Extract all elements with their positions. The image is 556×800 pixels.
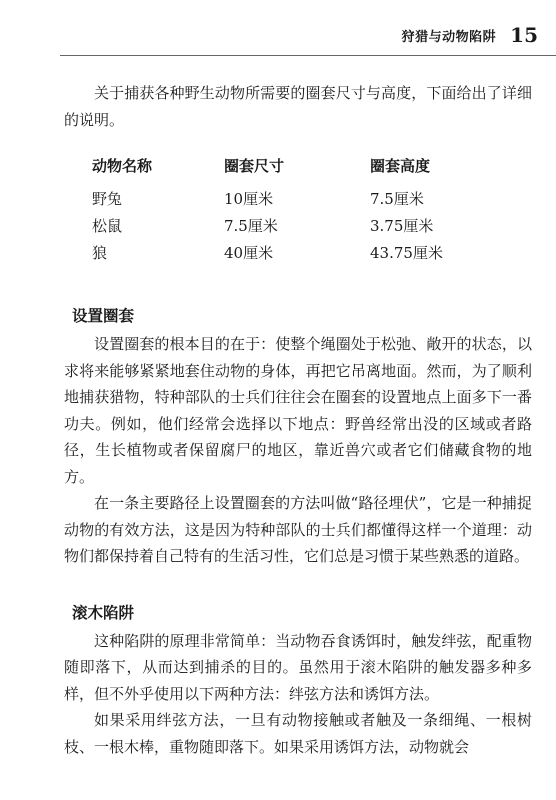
section-paragraph: 设置圈套的根本目的在于：使整个绳圈处于松弛、敞开的状态，以求将来能够紧紧地套住动物的身体，再把它吊离地面。然而，为了顺利地捕获猎物，特种部队的士兵们往往会在圈套的设置地点上面多下一番功夫。例如，他们经常会选择以下地点：野兽经常出没的区域或者路径，生长植物或者保留腐尸的地区，靠近兽穴或者它们储藏食物的地方。 (64, 335, 532, 486)
table-cell-size: 10厘米 (224, 190, 274, 209)
table-cell-animal: 狼 (92, 244, 108, 263)
column-header-snare-size: 圈套尺寸 (224, 157, 285, 175)
column-header-snare-height: 圈套高度 (370, 157, 431, 175)
snare-size-table (92, 153, 520, 267)
section-paragraph: 如果采用绊弦方法，一旦有动物接触或者触及一条细绳、一根树枝、一根木棒，重物随即落下。如果采用诱饵方法，动物就会 (64, 711, 532, 756)
column-header-animal: 动物名称 (92, 157, 153, 175)
section-heading: 滚木陷阱 (72, 603, 135, 622)
table-row (92, 213, 520, 240)
table-header-row (92, 153, 520, 186)
section-heading: 设置圈套 (72, 307, 135, 325)
page-header (402, 20, 538, 50)
running-head: 狩猎与动物陷阱 (401, 29, 497, 45)
table-row (92, 240, 520, 267)
header-rule (60, 55, 556, 56)
intro-paragraph: 关于捕获各种野生动物所需要的圈套尺寸与高度，下面给出了详细的说明。 (64, 84, 532, 129)
table-cell-size: 7.5厘米 (224, 217, 278, 236)
table-cell-animal: 松鼠 (92, 217, 123, 236)
table-cell-animal: 野兔 (92, 190, 123, 209)
section-paragraph: 这种陷阱的原理非常简单：当动物吞食诱饵时，触发绊弦，配重物随即落下，从而达到捕杀的目的。虽然用于滚木陷阱的触发器多种多样，但不外乎使用以下两种方法：绊弦方法和诱饵方法。 (64, 631, 532, 703)
page-body (64, 80, 532, 790)
section-setting-snares (64, 303, 532, 570)
section-log-trap (64, 600, 532, 761)
page-number: 15 (510, 23, 538, 47)
section-paragraph: 在一条主要路径上设置圈套的方法叫做“路径埋伏”，它是一种捕捉动物的有效方法，这是因为特种部队的士兵们都懂得这样一个道理：动物们都保持着自己特有的生活习性，它们总是习惯于某些熟悉的道路。 (64, 494, 532, 565)
table-cell-height: 3.75厘米 (370, 217, 434, 236)
table-cell-size: 40厘米 (224, 244, 274, 263)
table-cell-height: 43.75厘米 (370, 244, 443, 263)
table-cell-height: 7.5厘米 (370, 190, 424, 209)
table-row (92, 186, 520, 213)
